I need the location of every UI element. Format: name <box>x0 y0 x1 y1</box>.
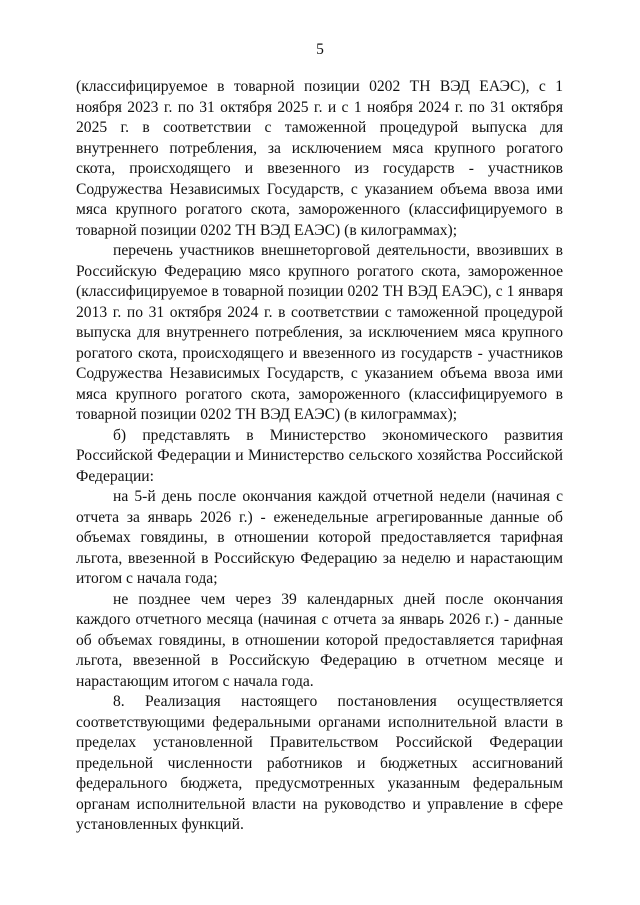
page-number: 5 <box>316 41 324 58</box>
paragraph-continuation: (классифицируемое в товарной позиции 0202 ТН ВЭД ЕАЭС), с 1 ноября 2023 г. по 31 октября 2025 г. и с 1 ноября 2024 г. по 31 октября 2025 г. в соответствии с таможенной процедурой выпуска для внутреннего потребления, за исключением мяса крупного рогатого скота, происходящего и ввезенного из государств - участников Содружества Независимых Государств, с указанием объема ввоза ими мяса крупного рогатого скота, замороженного (классифицируемого в товарной позиции 0202 ТН ВЭД ЕАЭС) (в килограммах); <box>76 78 563 239</box>
paragraph-item-8: 8. Реализация настоящего постановления осуществляется соответствующими федеральными органами исполнительной власти в пределах установленной Правительством Российской Федерации предельной численности работников и бюджетных ассигнований федерального бюджета, предусмотренных указанным федеральным органам исполнительной власти на руководство и управление в сфере установленных функций. <box>76 693 563 833</box>
paragraph-item-b: б) представлять в Министерство экономического развития Российской Федерации и Министерство сельского хозяйства Российской Федерации: <box>76 426 563 485</box>
paragraph-weekly-report: на 5-й день после окончания каждой отчетной недели (начиная с отчета за январь 2026 г.) - еженедельные агрегированные данные об объемах говядины, в отношении которой предоставляется тарифная льгота, ввезенной в Российскую Федерацию за неделю и нарастающим итогом с начала года; <box>76 488 563 587</box>
paragraph-participants-list: перечень участников внешнеторговой деятельности, ввозивших в Российскую Федерацию мясо крупного рогатого скота, замороженное (классифицируемое в товарной позиции 0202 ТН ВЭД ЕАЭС), с 1 января 2013 г. по 31 октября 2024 г. в соответствии с таможенной процедурой выпуска для внутреннего потребления, за исключением мяса крупного рогатого скота, происходящего и ввезенного из государств - участников Содружества Независимых Государств, с указанием объема ввоза ими мяса крупного рогатого скота, замороженного (классифицируемого в товарной позиции 0202 ТН ВЭД ЕАЭС) (в килограммах); <box>76 242 563 423</box>
document-body <box>76 77 563 836</box>
paragraph-monthly-report: не позднее чем через 39 календарных дней после окончания каждого отчетного месяца (начиная с отчета за январь 2026 г.) - данные об объемах говядины, в отношении которой предоставляется тарифная льгота, ввезенной в Российскую Федерацию в отчетном месяце и нарастающим итогом с начала года. <box>76 590 563 690</box>
